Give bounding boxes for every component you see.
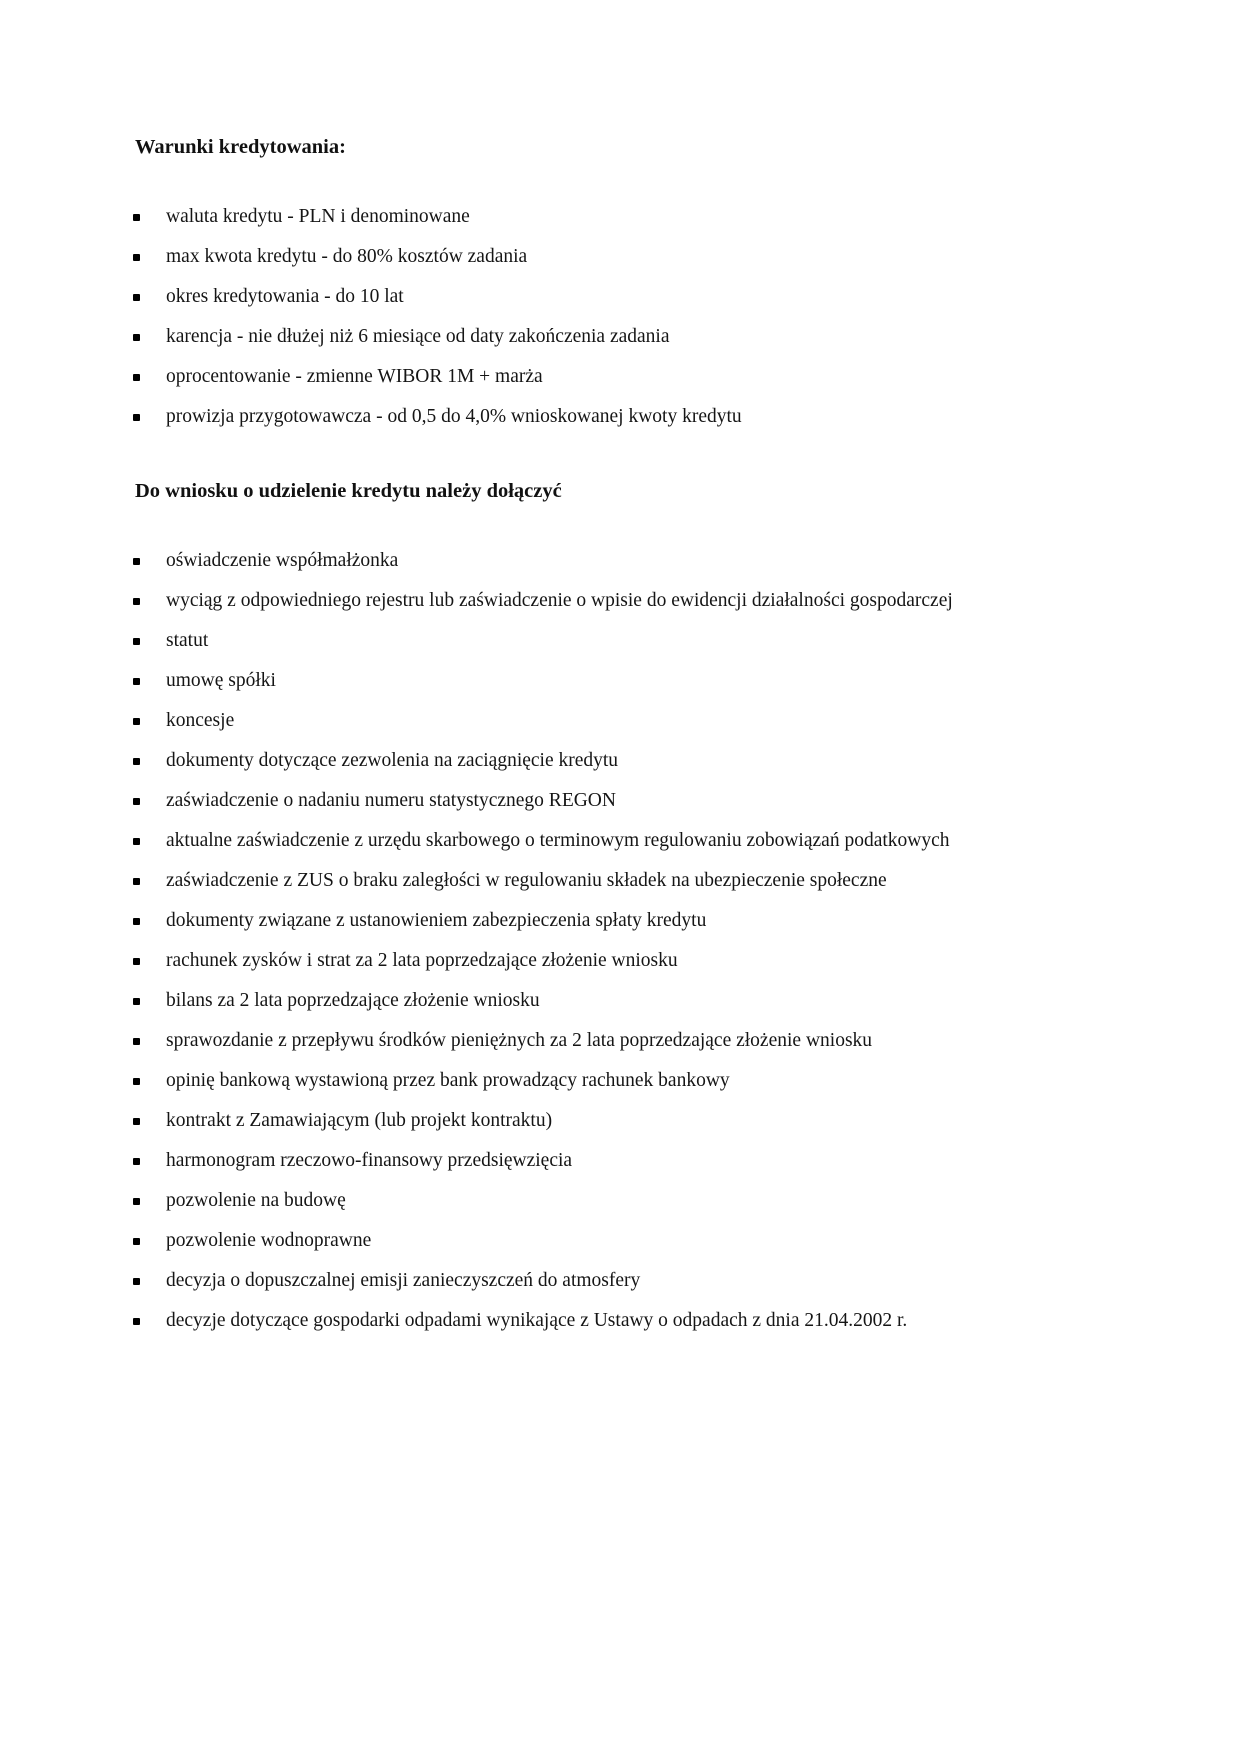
list-item: opinię bankową wystawioną przez bank prowadzący rachunek bankowy [133, 1061, 988, 1101]
list-item: max kwota kredytu - do 80% kosztów zadania [133, 237, 988, 277]
list-item: harmonogram rzeczowo-finansowy przedsięwzięcia [133, 1141, 988, 1181]
list-item: sprawozdanie z przepływu środków pieniężnych za 2 lata poprzedzające złożenie wniosku [133, 1021, 988, 1061]
list-item: okres kredytowania - do 10 lat [133, 277, 988, 317]
bullet-list-loan-application-attachments [133, 541, 988, 1341]
list-item: aktualne zaświadczenie z urzędu skarbowego o terminowym regulowaniu zobowiązań podatkowych [133, 821, 988, 861]
bullet-list-credit-conditions [133, 197, 988, 437]
list-item: rachunek zysków i strat za 2 lata poprzedzające złożenie wniosku [133, 941, 988, 981]
list-item: koncesje [133, 701, 988, 741]
section-title-credit-conditions: Warunki kredytowania: [135, 136, 346, 158]
list-item: kontrakt z Zamawiającym (lub projekt kontraktu) [133, 1101, 988, 1141]
list-item: bilans za 2 lata poprzedzające złożenie wniosku [133, 981, 988, 1021]
section-loan-application-attachments [133, 477, 988, 1341]
list-item: prowizja przygotowawcza - od 0,5 do 4,0% wnioskowanej kwoty kredytu [133, 397, 988, 437]
list-item: statut [133, 621, 988, 661]
list-item: karencja - nie dłużej niż 6 miesiące od daty zakończenia zadania [133, 317, 988, 357]
list-item: decyzja o dopuszczalnej emisji zanieczyszczeń do atmosfery [133, 1261, 988, 1301]
list-item: zaświadczenie o nadaniu numeru statystycznego REGON [133, 781, 988, 821]
list-item: zaświadczenie z ZUS o braku zaległości w regulowaniu składek na ubezpieczenie społeczne [133, 861, 988, 901]
section-title-loan-application-attachments: Do wniosku o udzielenie kredytu należy dołączyć [135, 480, 562, 502]
list-item: pozwolenie wodnoprawne [133, 1221, 988, 1261]
list-item: dokumenty dotyczące zezwolenia na zaciągnięcie kredytu [133, 741, 988, 781]
list-item: oprocentowanie - zmienne WIBOR 1M + marża [133, 357, 988, 397]
list-item: dokumenty związane z ustanowieniem zabezpieczenia spłaty kredytu [133, 901, 988, 941]
list-item: pozwolenie na budowę [133, 1181, 988, 1221]
section-credit-conditions [133, 133, 988, 437]
list-item: wyciąg z odpowiedniego rejestru lub zaświadczenie o wpisie do ewidencji działalności gospodarczej [133, 581, 988, 621]
list-item: oświadczenie współmałżonka [133, 541, 988, 581]
list-item: umowę spółki [133, 661, 988, 701]
list-item: waluta kredytu - PLN i denominowane [133, 197, 988, 237]
list-item: decyzje dotyczące gospodarki odpadami wynikające z Ustawy o odpadach z dnia 21.04.2002 r. [133, 1301, 988, 1341]
